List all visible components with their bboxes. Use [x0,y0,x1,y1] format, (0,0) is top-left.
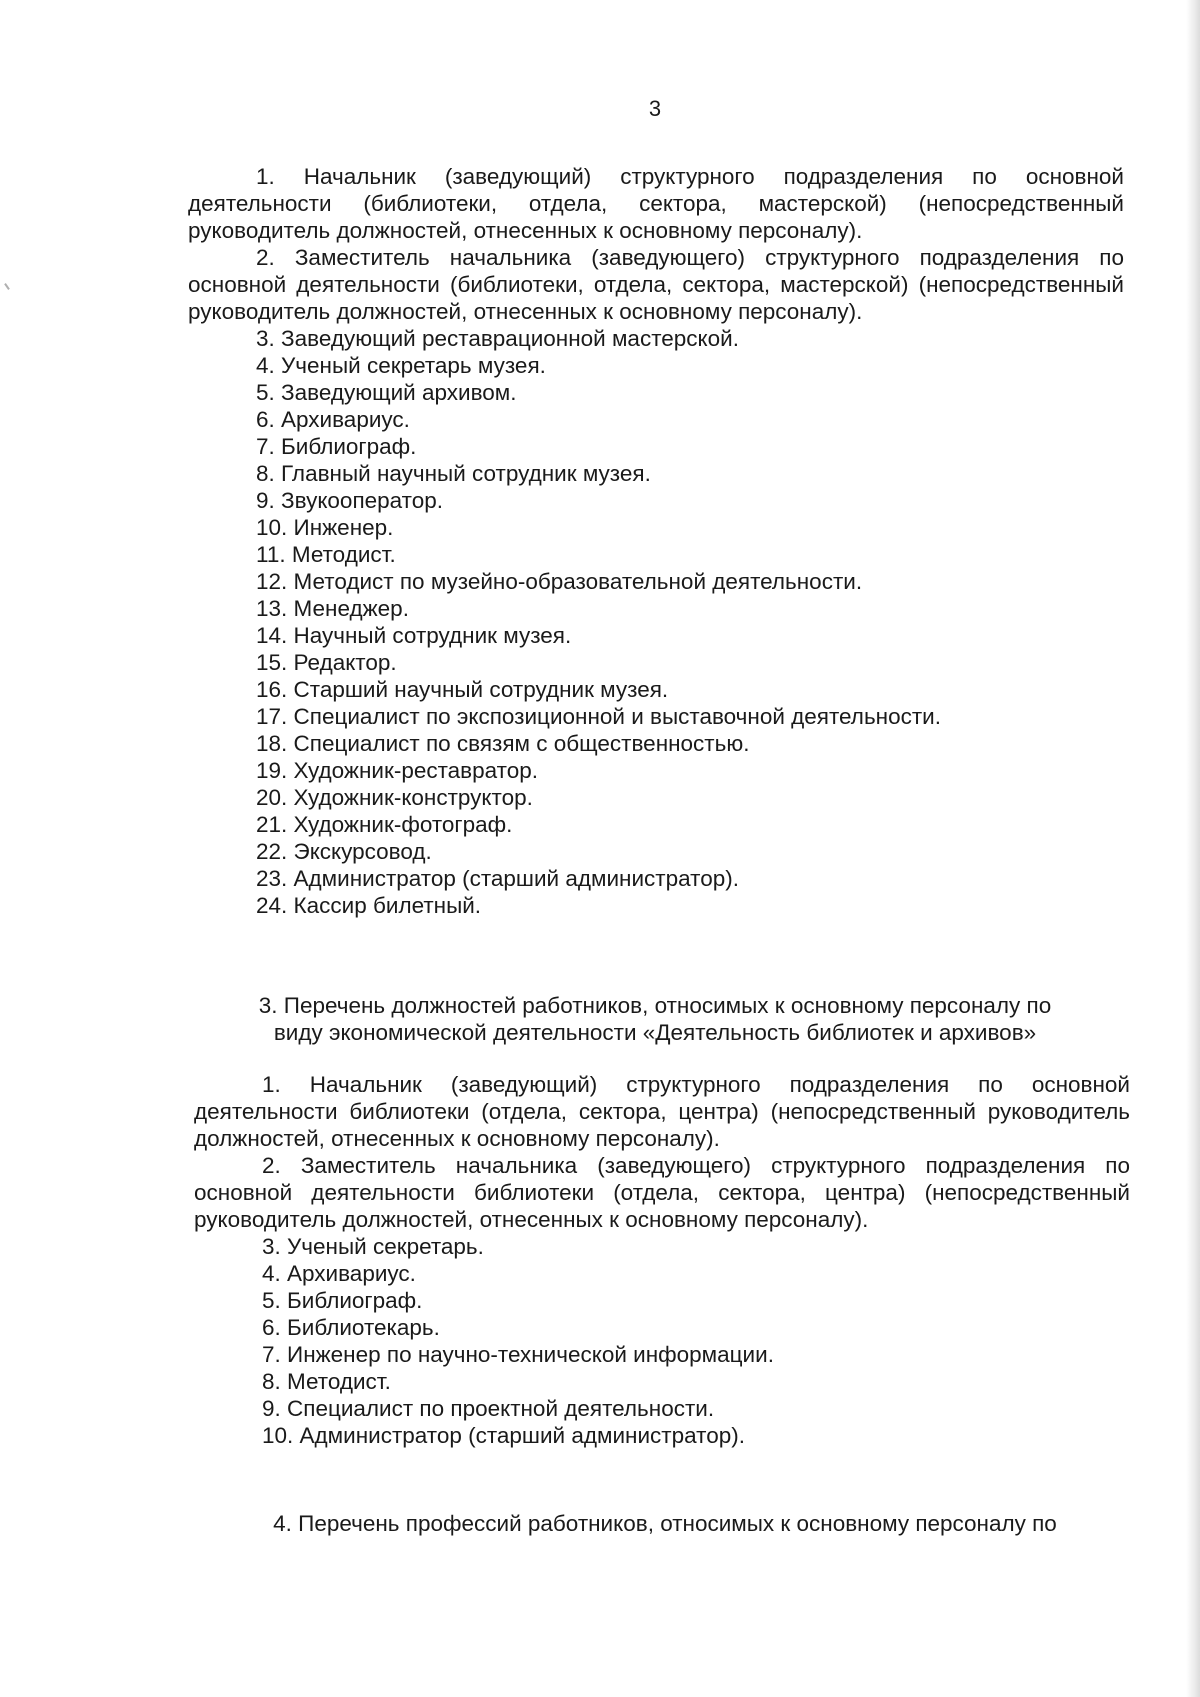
list-item: 7. Библиограф. [256,434,417,459]
list-paragraph: 2. Заместитель начальника (заведующего) структурного подразделения по основной деятельности (библиотеки, отдела, сектора, мастерской) (непосредственный руководитель должностей, отнесенных к основному персоналу). [188,245,1124,324]
section4-heading [200,1510,1130,1537]
section2-list [188,163,1124,919]
list-item: 22. Экскурсовод. [256,839,432,864]
list-paragraph: 1. Начальник (заведующий) структурного подразделения по основной деятельности библиотеки (отдела, сектора, центра) (непосредственный руководитель должностей, отнесенных к основному персоналу). [194,1072,1130,1151]
list-item: 12. Методист по музейно-образовательной деятельности. [256,569,863,594]
list-item: 20. Художник-конструктор. [256,785,533,810]
scan-mark [4,283,10,290]
list-item: 10. Инженер. [256,515,394,540]
page-number: 3 [648,96,662,121]
section3-list [194,1071,1130,1449]
list-item: 13. Менеджер. [256,596,409,621]
list-item: 3. Заведующий реставрационной мастерской. [256,326,739,351]
list-item: 4. Архивариус. [262,1261,416,1286]
list-paragraph: 1. Начальник (заведующий) структурного подразделения по основной деятельности (библиотеки, отдела, сектора, мастерской) (непосредственный руководитель должностей, отнесенных к основному персоналу). [188,164,1124,243]
list-item: 23. Администратор (старший администратор). [256,866,739,891]
list-item: 6. Библиотекарь. [262,1315,440,1340]
section3-heading-line1: 3. Перечень должностей работников, относимых к основному персоналу по [258,993,1052,1018]
list-item: 7. Инженер по научно-технической информации. [262,1342,774,1367]
list-item: 17. Специалист по экспозиционной и выставочной деятельности. [256,704,941,729]
list-item: 8. Методист. [262,1369,391,1394]
list-item: 14. Научный сотрудник музея. [256,623,572,648]
section4-heading-line1: 4. Перечень профессий работников, относимых к основному персоналу по [273,1511,1057,1536]
list-item: 4. Ученый секретарь музея. [256,353,546,378]
list-item: 15. Редактор. [256,650,397,675]
list-item: 6. Архивариус. [256,407,410,432]
list-item: 9. Звукооператор. [256,488,443,513]
list-item: 21. Художник-фотограф. [256,812,513,837]
list-paragraph: 2. Заместитель начальника (заведующего) структурного подразделения по основной деятельности библиотеки (отдела, сектора, центра) (непосредственный руководитель должностей, отнесенных к основному персоналу). [194,1153,1130,1232]
list-item: 10. Администратор (старший администратор). [262,1423,745,1448]
section3-heading [190,992,1120,1046]
list-item: 8. Главный научный сотрудник музея. [256,461,651,486]
section3-heading-line2: виду экономической деятельности «Деятельность библиотек и архивов» [273,1020,1037,1045]
list-item: 9. Специалист по проектной деятельности. [262,1396,715,1421]
list-item: 16. Старший научный сотрудник музея. [256,677,669,702]
list-item: 18. Специалист по связям с общественностью. [256,731,750,756]
list-item: 11. Методист. [256,542,396,567]
list-item: 24. Кассир билетный. [256,893,482,918]
list-item: 5. Заведующий архивом. [256,380,517,405]
page-edge-shadow [1186,0,1200,1697]
list-item: 19. Художник-реставратор. [256,758,538,783]
list-item: 3. Ученый секретарь. [262,1234,484,1259]
list-item: 5. Библиограф. [262,1288,423,1313]
